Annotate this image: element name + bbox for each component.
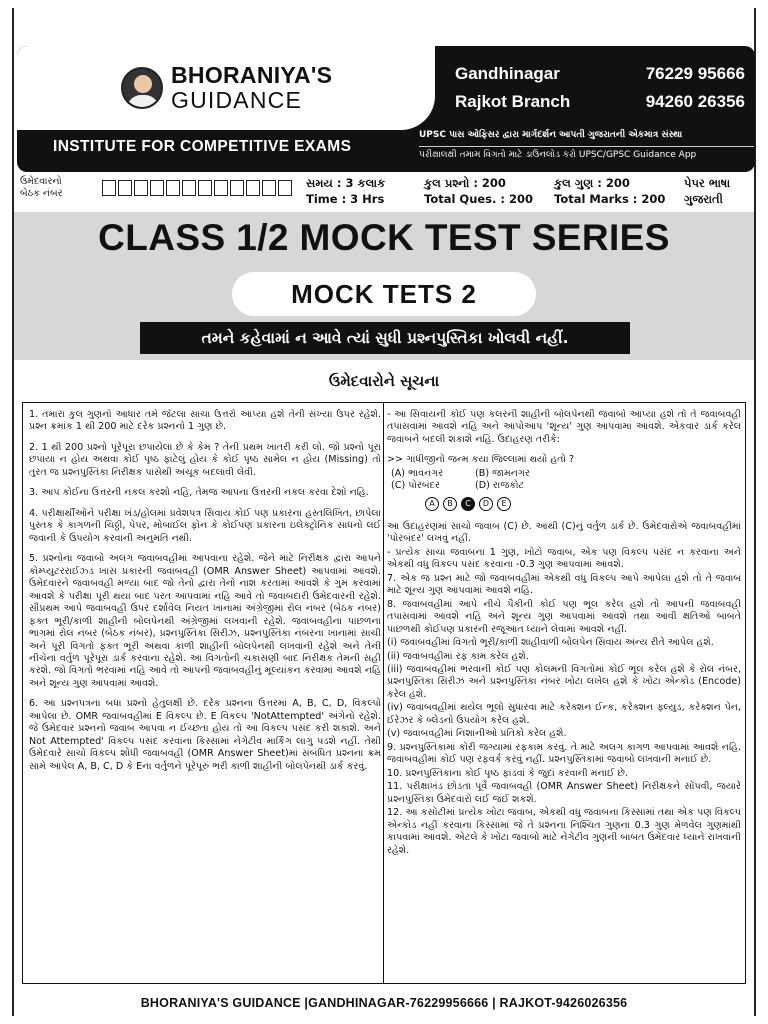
time-en: Time : 3 Hrs	[306, 191, 385, 206]
instruction-item: 7. એક જ પ્રશ્ન માટે જો જવાબવહીમાં એકથી વધુ વિકલ્પ આપે આપેલા હશે તો તે જવાબ માટે શૂન્ય ગુણ આપવામાં આવશે નહિ.	[387, 572, 741, 597]
instruction-item: 12. આ કસોટીમાં પ્રત્યેક ખોટા જવાબ, એકથી વધુ જવાબના કિસ્સામાં તથા એક પણ વિકલ્પ એન્કોડ નહીં કરવાના કિસ્સામાં જે તે પ્રશ્નના નિશ્ચિત ગુણના 0.3 ગુણ મેળવેલ ગુણમાંથી કાપવામાં આવશે. એટલે કે ખોટા જવાબો માટે નેગેટીવ ગુણની બાબત ઉમેદવાર ધ્યાને રાખવાની રહેશે.	[387, 807, 741, 856]
tagline-block	[419, 130, 754, 161]
time-info	[306, 176, 385, 207]
brand-sub: GUIDANCE	[171, 87, 303, 113]
tagline-2: પરીક્ષાલક્ષી તમામ વિગતો માટે ડાઉનલોડ કરો UPSC/GPSC Guidance App	[419, 146, 754, 160]
language-label: પેપર ભાષા	[684, 176, 731, 190]
roll-number-box	[214, 180, 228, 196]
instruction-item: 5. પ્રશ્નોના જવાબો અલગ જવાબવહીમાં આપવાના રહેશે. જેને માટે નિરીક્ષક દ્વારા આપને કોમ્પ્યુટરરાઈઝ્ડ ખાસ પ્રકારની જવાબવહી (OMR Answer Sheet) આપવામાં આવશે. ઉમેદવારને જવાબવહી મળ્યા બાદ જો તેનો દ્વારા તેનો નાશ કરતામાં આવશે કે ગુમ કરવામાં આવશે કે પરીક્ષા પૂરી થયા બાદ પરત આપવામાં નહિ આવે તો જવાબદારી ઉમેદવારની રહેશે. સૌપ્રથમ આપે જવાબવહી ઉપર દર્શાવેલ નિયત ખાનામાં અંગ્રેજીમાં રોલ નંબર (બેઠક નંબર) ફક્ત ભૂરી/કાળી શાહીની બોલપેનથી અંગ્રેજીમાં લખવાની રહેશે. જવાબવહીના પાછળના ભાગમાં રોલ નંબર (બેઠક નંબર), પ્રશ્નપુસ્તિકા સિરીઝ, પ્રશ્નપુસ્તિકા નંબરના ખાનામાં સાચી અને પૂરી વિગતો ફક્ત ભૂરી અથવા કાળી શાહીની બોલપેનથી લખવાની રહેશે અને તેની નીચેના વર્તુળ પૂરેપૂરા ડાર્ક કરવાના રહેશે. આ વિગતોની ચકાસણી બાદ નિરીક્ષક તેમની સહી કરશે. જો વિગતો ભરવામાં નહિ આવે તો આપની જવાબવહીનું મૂલ્યાંકન કરવામાં આવશે નહિ અને શૂન્ય ગુણ આપવામાં આવશે.	[29, 553, 381, 689]
instruction-item: 8. જવાબવહીમાં આપે નીચે પૈકીની કોઈ પણ ભૂલ કરેલ હશે તો આપની જવાબવહી તપાસવામાં આવશે નહિ અને શૂન્ય ગુણ આપવામાં આવશે તથા આવી ક્ષતિઓ બાબતે પાછળથી કોઈપણ પ્રકારની રજૂઆત ધ્યાને લેવામાં આવશે નહીં.	[387, 598, 741, 635]
example-options	[391, 468, 741, 493]
answer-bubble: A	[425, 497, 439, 511]
column-divider	[383, 403, 384, 983]
language-value: ગુજરાતી	[684, 191, 723, 206]
header-banner	[17, 46, 755, 172]
answer-bubble: E	[497, 497, 511, 511]
roll-number-box	[150, 180, 164, 196]
branch-name: Gandhinagar	[455, 64, 560, 83]
example-option: (B) જામનગર	[475, 467, 530, 479]
roll-number-box	[102, 180, 116, 196]
page-title: CLASS 1/2 MOCK TEST SERIES	[98, 217, 670, 258]
marks-info	[554, 176, 665, 207]
answer-bubble: B	[443, 497, 457, 511]
instructions-box	[22, 402, 746, 984]
notice-heading: ઉમેદવારોને સૂચના	[328, 372, 440, 390]
instruction-item: 1. તમારા કુલ ગુણનો આધાર તમે જેટલા સાચા ઉત્તરો આપ્યા હશે તેની સંખ્યા ઉપર રહેશે. પ્રશ્ન ક્રમાંક 1 થી 200 માટે દરેક પ્રશ્નનો 1 ગુણ છે.	[29, 409, 381, 433]
example-option: (A) ભાવનગર	[391, 467, 444, 479]
language-info	[684, 176, 730, 207]
instruction-item: - આ સિવાયની કોઈ પણ કલરની શાહીની બોલપેનથી જવાબો આપ્યા હશે તો તે જવાબવહી તપાસવામાં આવશે નહિ અને આપોઆપ 'શૂન્ય' ગુણ આપવામાં આવશે. એકવાર ડાર્ક કરેલ જવાબને બદલી શકાશે નહિ. ઉદાહરણ તરીકે:	[387, 409, 741, 445]
branch-row	[455, 64, 745, 84]
instructions-right-column	[387, 409, 741, 977]
example-option: (C) પોરબંદર	[391, 480, 440, 492]
instruction-item: (ii) જવાબવહીમાં રફ કામ કરેલ હશે.	[387, 650, 529, 662]
roll-number-box	[262, 180, 276, 196]
instruction-item: - પ્રત્યેક સાચા જવાબના 1 ગુણ, ખોટો જવાબ, એક પણ વિકલ્પ પસંદ ન કરવાના અને એકથી વધુ વિકલ્પ પસંદ કરવાના -0.3 ગુણ આપવામાં આવશે.	[387, 546, 741, 571]
branch-contacts	[455, 64, 745, 120]
instruction-item: 10. પ્રશ્નપુસ્તિકાના કોઈ પૃષ્ઠ ફાડવાં કે જુદાં કરવાની મનાઈ છે.	[387, 767, 628, 779]
roll-number-box	[134, 180, 148, 196]
instruction-item: 3. આપ કોઈના ઉત્તરની નકલ કરશો નહિ, તેમજ આપના ઉત્તરની નકલ કરવા દેશો નહિ.	[29, 487, 369, 499]
brand	[171, 64, 332, 112]
tagline-1: UPSC પાસ ઓફિસર દ્વારા માર્ગદર્શન આપતી ગુજરાતની એકમાત્ર સંસ્થા	[419, 130, 683, 140]
roll-number-box	[198, 180, 212, 196]
roll-number-box	[118, 180, 132, 196]
roll-number-box	[166, 180, 180, 196]
roll-label-line: બેઠક નંબર	[20, 188, 63, 200]
exam-meta	[20, 176, 748, 210]
marks-gu: કુલ ગુણ : 200	[554, 176, 630, 190]
brand-name: BHORANIYA'S	[171, 62, 333, 88]
branch-row	[455, 92, 745, 112]
answer-bubble: D	[479, 497, 493, 511]
branch-phone: 76229 95666	[645, 64, 745, 83]
questions-en: Total Ques. : 200	[424, 191, 534, 206]
roll-number-box	[182, 180, 196, 196]
marks-en: Total Marks : 200	[554, 191, 666, 206]
time-gu: સમય : 3 કલાક	[306, 176, 386, 190]
roll-number-label	[20, 176, 100, 201]
instruction-item: 6. આ પ્રશ્નપત્રના બધા પ્રશ્નો હેતુલક્ષી છે. દરેક પ્રશ્નના ઉત્તરમાં A, B, C, D, વિકલ્પો આપેલા છે. OMR જવાબવહીમાં E વિકલ્પ છે. E વિકલ્પ 'NotAttempted' અંગેનો રહેશે. જે ઉમેદવાર પ્રશ્નનો જવાબ આપવા ન ઈચ્છતા હોય તો આ વિકલ્પ પસંદ કરી શકાશે. અને Not Attempted' વિકલ્પ પસંદ કરવાના કિસ્સામાં નેગેટીવ માર્કિંગ લાગુ પડશે નહીં. તેથી ઉમેદવારે સાચો વિકલ્પ શોધી જવાબવહી (OMR Answer Sheet)માં સંબંધિત પ્રશ્નના ક્રમ સામે આપેલ A, B, C, D કે Eના વર્તુળને પૂરેપૂરું ભરી કાળી શાહીની બોલપેનથી ડાર્ક કરવું.	[29, 698, 381, 772]
roll-label-line: ઉમેદવારનો	[20, 176, 62, 187]
instruction-item: આ ઉદાહરણમાં સાચો જવાબ (C) છે. આથી (C)નું વર્તુળ ડાર્ક છે. ઉમેદવારોએ જવાબવહીમાં 'પોરબંદર' લખવું નહીં.	[387, 520, 741, 545]
subtitle-pill: MOCK TETS 2	[232, 272, 536, 316]
instruction-item: (i) જવાબવહીમાં વિગતો ભૂરી/કાળી શાહીવાળી બોલપેન સિવાય અન્ય રીતે આપેલ હશે.	[387, 637, 714, 649]
roll-number-box	[230, 180, 244, 196]
instruction-item: 11. પરીક્ષાખંડ છોડતા પૂર્વે જવાબવહી (OMR Answer Sheet) નિરીક્ષકને સોંપવી, જયારે પ્રશ્નપુસ્તિકા ઉમેદવારો લઈ જઈ શકશે.	[387, 781, 741, 805]
instruction-item: 2. 1 થી 200 પ્રશ્નો પૂરેપૂરા છપાયેલા છે કે કેમ ? તેની પ્રથમ ખાતરી કરી લો. જો પ્રશ્નો પૂરા છપાયા ન હોય અથવા કોઈ પૃષ્ઠ ફાટેલું હોય કે કોઈ પૃષ્ઠ સામેલ ન હોય (Missing) તો તુરત જ પ્રશ્નપુસ્તિકા નિરીક્ષક પાસેથી અચૂક બદલાવી લેવી.	[29, 441, 381, 478]
footer: BHORANIYA'S GUIDANCE |GANDHINAGAR-76229956666 | RAJKOT-9426026356	[140, 996, 628, 1010]
roll-number-box	[246, 180, 260, 196]
founder-avatar	[121, 67, 163, 109]
answer-bubbles	[425, 497, 741, 511]
logo-area	[17, 46, 435, 130]
example-option: (D) રાજકોટ	[475, 480, 525, 492]
instruction-item: (v) જવાબવહીમાં નિશાનીઓ પ્રતિકો કરેલ હશે.	[387, 728, 567, 740]
branch-name: Rajkot Branch	[455, 92, 571, 111]
right-paragraphs	[387, 521, 741, 857]
questions-info	[424, 176, 533, 207]
instruction-item: (iv) જવાબવહીમાં થયેલ ભૂલો સુધારવા માટે કરેક્શન ઈન્ક, કરેક્શન ફ્લ્યુડ, કરેક્શન પેન, ઈરેઝર કે બ્લેડનો ઉપયોગ કરેલ હશે.	[387, 702, 741, 726]
questions-gu: કુલ પ્રશ્નો : 200	[424, 176, 506, 190]
example-question: >> ગાંધીજીનો જન્મ કયા જિલ્લામાં થયો હતો ?	[387, 454, 575, 466]
roll-number-box	[278, 180, 292, 196]
answer-bubble: C	[461, 497, 475, 511]
instruction-item: 9. પ્રશ્નપુસ્તિકામાં કોરી જગ્યામાં રફકામ કરવું. તે માટે અલગ કાગળ આપવામાં આવશે નહિ. જવાબવહીમાં કોઈ પણ રફવર્ક કરવું નહીં. પ્રશ્નપુસ્તિકામાં જવાબો લખવાની મનાઈ છે.	[387, 741, 741, 766]
instruction-item: 4. પરીક્ષાર્થીઓને પરીક્ષા ખંડ/હોલમાં પ્રવેશપત્ર સિવાય કોઈ પણ પ્રકારના હસ્તલિખિત, છાપેલા પુસ્તક કે કાગળની ચિઠ્ઠી, પેપર, મોબાઈલ ફોન કે કોઈપણ પ્રકારના ઇલેક્ટ્રોનિક સાધનો લઈ જવાની કે ઉપયોગ કરવાની અનુમતિ નથી.	[29, 507, 381, 544]
roll-number-boxes	[102, 180, 294, 196]
instruction-item: (iii) જવાબવહીમાં ભરવાની કોઈ પણ કોલમની વિગતોમાં કોઈ ભૂલ કરેલ હશે કે રોલ નંબર, પ્રશ્નપુસ્તિકા સિરીઝ અને પ્રશ્નપુસ્તિકા નંબર ખોટા લખેલ હશે કે ખોટા એન્કોડ (Encode) કરેલ હશે.	[387, 663, 741, 700]
warning-bar: તમને કહેવામાં ન આવે ત્યાં સુધી પ્રશ્નપુસ્તિકા ખોલવી નહીં.	[140, 322, 630, 354]
institute-title: INSTITUTE FOR COMPETITIVE EXAMS	[53, 138, 352, 155]
instructions-left-column	[29, 409, 381, 977]
branch-phone: 94260 26356	[645, 92, 745, 111]
